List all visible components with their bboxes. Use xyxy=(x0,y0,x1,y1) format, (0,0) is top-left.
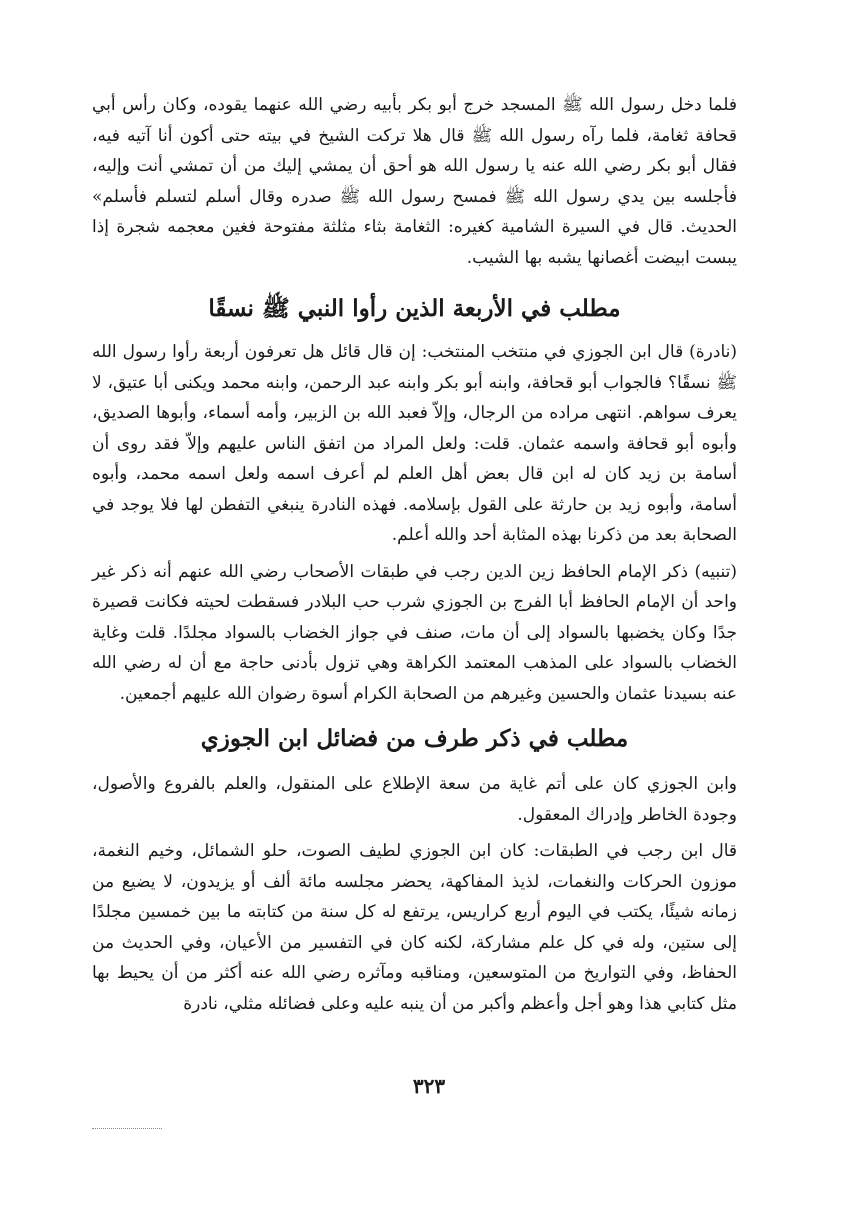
page-number: ٣٢٣ xyxy=(412,1074,446,1098)
paragraph-tanbih: (تنبيه) ذكر الإمام الحافظ زين الدين رجب في طبقات الأصحاب رضي الله عنهم أنه ذكر غير واحد أن الإمام الحافظ أبا الفرج بن الجوزي شرب حب البلادر فسقطت لحيته فكانت قصيرة جدًا وكان يخضبها بالسواد إلى أن مات، صنف في جواز الخضاب بالسواد مجلدًا. قلت وغاية الخضاب بالسواد على المذهب المعتمد الكراهة وهي تزول بأدنى حاجة مع أن له رضي الله عنه بسيدنا عثمان والحسين وغيرهم من الصحابة الكرام أسوة رضوان الله عليهم أجمعين. xyxy=(92,561,737,704)
footer-divider xyxy=(92,1128,162,1129)
paragraph-ibn-al-jawzi-intro: وابن الجوزي كان على أتم غاية من سعة الإطلاع على المنقول، والعلم بالفروع والأصول، وجودة الخاطر وإدراك المعقول. xyxy=(92,774,737,825)
section-heading-ibn-al-jawzi-virtues: مطلب في ذكر طرف من فضائل ابن الجوزي xyxy=(200,725,629,752)
page-body xyxy=(92,90,737,1019)
paragraph-nadira: (نادرة) قال ابن الجوزي في منتخب المنتخب: إن قال قائل هل تعرفون أربعة رأوا رسول الله ﷺ نسقًا؟ فالجواب أبو قحافة، وابنه أبو بكر وابنه عبد الرحمن، وابنه محمد ويكنى أبا عتيق، لا يعرف سواهم. انتهى مراده من الرجال، وإلاّ فعبد الله بن الزبير، وأمه أسماء، وأبوها الصديق، وأبوه أبو قحافة واسمه عثمان. قلت: ولعل المراد من اتفق الناس عليهم وإلاّ فقد روى أن أسامة بن زيد كان له ابن قال بعض أهل العلم لم أعرف اسمه ولعل اسمه محمد، وأبوه أسامة، وأبوه زيد بن حارثة على القول بإسلامه. فهذه النادرة ينبغي التفطن لها فلا يوجد في الصحابة بعد من ذكرنا بهذه المثابة أحد والله أعلم. xyxy=(92,342,737,545)
section-heading-four-generations: مطلب في الأربعة الذين رأوا النبي ﷺ نسقًا xyxy=(208,295,621,322)
paragraph-abu-quhafa: فلما دخل رسول الله ﷺ المسجد خرج أبو بكر بأبيه رضي الله عنهما يقوده، وكان رأس أبي قحافة ثغامة، فلما رآه رسول الله ﷺ قال هلا تركت الشيخ في بيته حتى أكون أنا آتيه فيه، فقال أبو بكر رضي الله عنه يا رسول الله هو أحق أن يمشي إليك من أن تمشي أنت وإليه، فأجلسه بين يدي رسول الله ﷺ فمسح رسول الله ﷺ صدره وقال أسلم لتسلم فأسلم» الحديث. قال في السيرة الشامية كغيره: الثغامة بثاء مثلثة مفتوحة فغين معجمه شجرة إذا يبست ابيضت أغصانها يشبه بها الشيب. xyxy=(92,95,737,268)
paragraph-ibn-rajab-quote: قال ابن رجب في الطبقات: كان ابن الجوزي لطيف الصوت، حلو الشمائل، وخيم النغمة، موزون الحركات والنغمات، لذيذ المفاكهة، يحضر مجلسه مائة ألف أو يزيدون، لا يضيع من زمانه شيئًا، يكتب في اليوم أربع كراريس، يرتفع له كل سنة من كتابته ما بين خمسين مجلدًا إلى ستين، وله في كل علم مشاركة، لكنه كان في التفسير من الأعيان، وفي الحديث من الحفاظ، وفي التواريخ من المتوسعين، ومناقبه ومآثره رضي الله عنه أكثر من أن يحيط بها مثل كتابي هذا وهو أجل وأعظم وأكبر من أن ينبه عليه وعلى فضائله مثلي، نادرة xyxy=(92,841,737,1014)
